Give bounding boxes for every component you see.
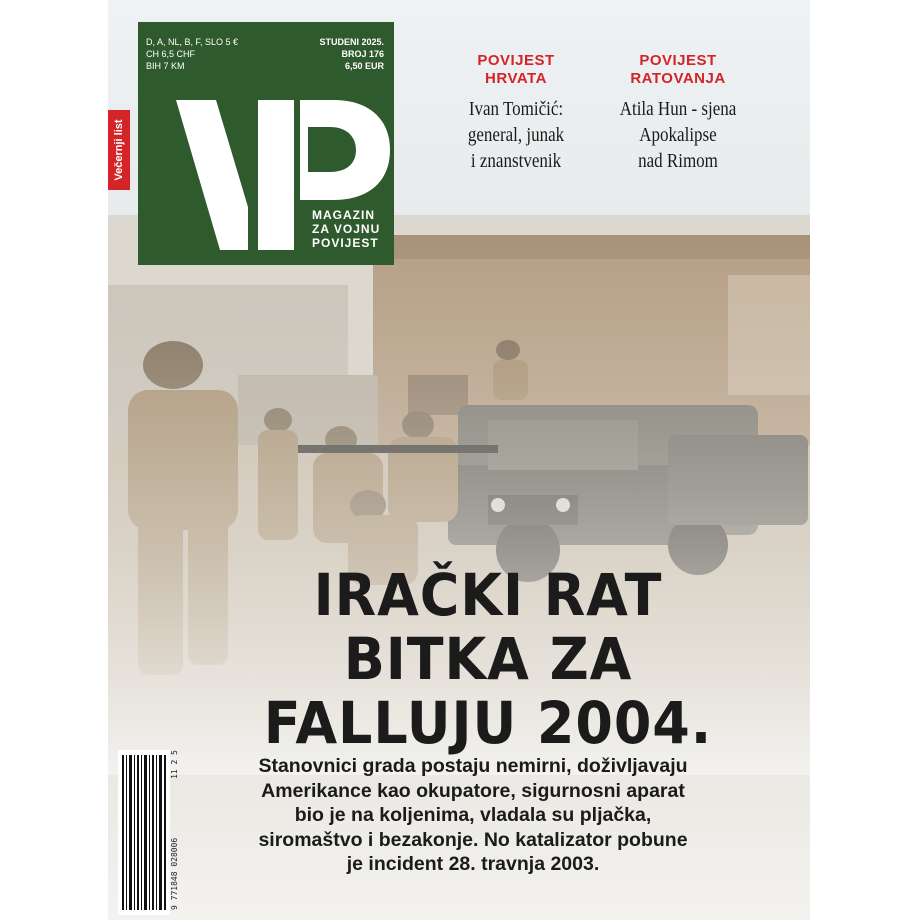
issue-info <box>319 36 384 72</box>
kicker-line: HRVATA <box>485 70 547 87</box>
teaser-body <box>610 96 746 174</box>
magazine-subtitle <box>312 208 380 250</box>
teaser-line: Atila Hun - sjena <box>619 98 737 120</box>
subtitle-line: MAGAZIN <box>312 208 375 222</box>
teaser-warfare-history <box>598 52 758 174</box>
barcode <box>118 750 170 915</box>
kicker-line: POVIJEST <box>639 52 717 69</box>
teaser-body <box>448 96 584 174</box>
dek-line: bio je na koljenima, vladala su pljačka, <box>294 804 652 826</box>
teaser-line: i znanstvenik <box>470 150 562 172</box>
dek-line: Stanovnici grada postaju nemirni, doživljavaju <box>258 755 688 777</box>
price-line: CH 6,5 CHF <box>146 49 196 59</box>
kicker-line: RATOVANJA <box>630 70 726 87</box>
issue-date: STUDENI 2025. <box>319 37 384 47</box>
issue-price: 6,50 EUR <box>344 61 384 71</box>
dek-line: siromaštvo i bezakonje. No katalizator pobune <box>258 828 688 851</box>
cover-dek <box>208 754 738 877</box>
magazine-cover <box>108 0 810 920</box>
dek-line: je incident 28. travnja 2003. <box>346 853 600 875</box>
teaser-line: nad Rimom <box>638 150 718 172</box>
kicker-line: POVIJEST <box>477 52 555 69</box>
teaser-kicker <box>598 52 758 88</box>
headline-line: FALLUJU 2004. <box>263 689 713 757</box>
headline-line: BITKA ZA <box>343 625 633 693</box>
subtitle-line: POVIJEST <box>312 236 379 250</box>
publisher-name: Večernji list <box>113 119 125 181</box>
price-info-left <box>146 36 238 72</box>
headline-line: IRAČKI RAT <box>313 561 663 629</box>
subtitle-line: ZA VOJNU <box>312 222 381 236</box>
teaser-croatian-history <box>436 52 596 174</box>
dek-line: Amerikance kao okupatore, sigurnosni aparat <box>261 779 685 802</box>
publisher-tab <box>108 110 130 190</box>
barcode-issue-code: 11 2 5 <box>170 750 179 779</box>
teaser-kicker <box>436 52 596 88</box>
magazine-logo <box>138 22 394 265</box>
price-line: D, A, NL, B, F, SLO 5 € <box>146 37 239 47</box>
price-line: BIH 7 KM <box>146 61 185 71</box>
teaser-line: general, junak <box>467 124 565 146</box>
issue-number: BROJ 176 <box>341 49 384 59</box>
teaser-line: Ivan Tomičić: <box>468 98 564 120</box>
barcode-number: 9 771848 028006 <box>170 837 179 910</box>
cover-headline <box>246 563 730 755</box>
teaser-line: Apokalipse <box>639 124 717 146</box>
